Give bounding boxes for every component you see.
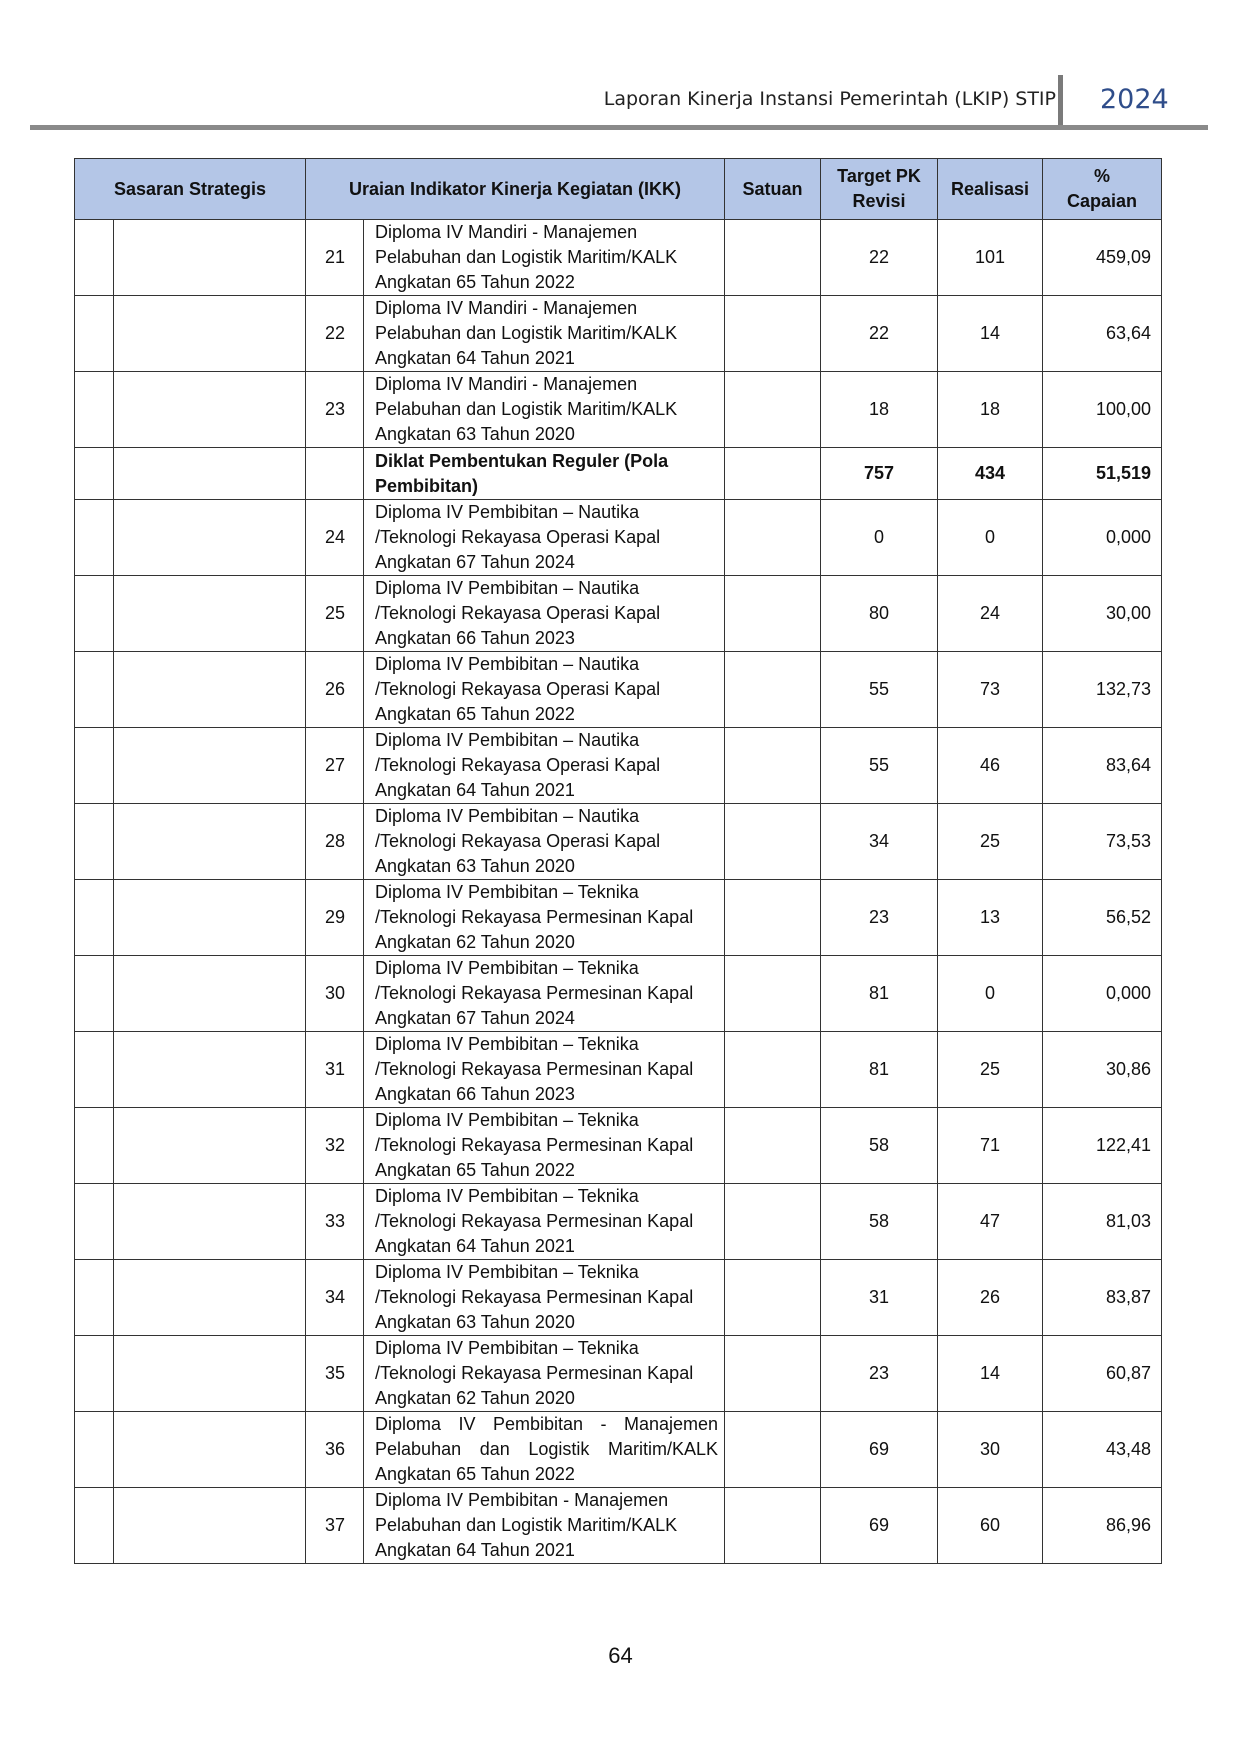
satuan-cell — [725, 220, 821, 296]
sasaran-cell — [114, 1336, 306, 1412]
capaian-value: 56,52 — [1043, 880, 1162, 956]
target-value: 69 — [821, 1412, 938, 1488]
table-row — [75, 1032, 1162, 1108]
target-value: 34 — [821, 804, 938, 880]
satuan-cell — [725, 500, 821, 576]
row-number: 24 — [306, 500, 364, 576]
target-value: 58 — [821, 1108, 938, 1184]
sasaran-indent-cell — [75, 652, 114, 728]
sasaran-indent-cell — [75, 1412, 114, 1488]
satuan-cell — [725, 576, 821, 652]
row-number — [306, 448, 364, 500]
target-value: 69 — [821, 1488, 938, 1564]
sasaran-indent-cell — [75, 576, 114, 652]
realisasi-value: 25 — [938, 1032, 1043, 1108]
table-row — [75, 576, 1162, 652]
target-value: 55 — [821, 652, 938, 728]
realisasi-value: 71 — [938, 1108, 1043, 1184]
report-title: Laporan Kinerja Instansi Pemerintah (LKIP) STIP — [603, 88, 1056, 110]
table-body — [75, 220, 1162, 1564]
indicator-description: Diploma IV Pembibitan - Manajemen Pelabuhan dan Logistik Maritim/KALK Angkatan 65 Tahun 2022 — [364, 1412, 725, 1488]
table-row — [75, 1488, 1162, 1564]
capaian-value: 100,00 — [1043, 372, 1162, 448]
satuan-cell — [725, 1184, 821, 1260]
realisasi-value: 18 — [938, 372, 1043, 448]
sasaran-cell — [114, 296, 306, 372]
realisasi-value: 30 — [938, 1412, 1043, 1488]
row-number: 34 — [306, 1260, 364, 1336]
sasaran-indent-cell — [75, 1108, 114, 1184]
col-header-target-line2: Revisi — [852, 191, 906, 211]
realisasi-value: 46 — [938, 728, 1043, 804]
target-value: 81 — [821, 956, 938, 1032]
indicator-description: Diploma IV Pembibitan – Teknika /Teknologi Rekayasa Permesinan Kapal Angkatan 67 Tahun 2024 — [364, 956, 725, 1032]
row-number: 29 — [306, 880, 364, 956]
row-number: 23 — [306, 372, 364, 448]
row-number: 36 — [306, 1412, 364, 1488]
row-number: 30 — [306, 956, 364, 1032]
table-row — [75, 1184, 1162, 1260]
target-value: 18 — [821, 372, 938, 448]
header-divider — [1058, 75, 1063, 127]
col-header-target-line1: Target PK — [837, 166, 921, 186]
target-value: 22 — [821, 296, 938, 372]
col-header-satuan: Satuan — [725, 159, 821, 220]
satuan-cell — [725, 1336, 821, 1412]
sasaran-indent-cell — [75, 1336, 114, 1412]
indicator-description: Diploma IV Pembibitan – Nautika /Teknologi Rekayasa Operasi Kapal Angkatan 64 Tahun 2021 — [364, 728, 725, 804]
capaian-value: 459,09 — [1043, 220, 1162, 296]
indicator-description: Diploma IV Pembibitan – Nautika /Teknologi Rekayasa Operasi Kapal Angkatan 67 Tahun 2024 — [364, 500, 725, 576]
satuan-cell — [725, 448, 821, 500]
indicator-description: Diploma IV Pembibitan – Nautika /Teknologi Rekayasa Operasi Kapal Angkatan 66 Tahun 2023 — [364, 576, 725, 652]
satuan-cell — [725, 728, 821, 804]
table-row — [75, 1260, 1162, 1336]
indicator-description: Diploma IV Mandiri - Manajemen Pelabuhan dan Logistik Maritim/KALK Angkatan 65 Tahun 2022 — [364, 220, 725, 296]
realisasi-value: 13 — [938, 880, 1043, 956]
indicator-description: Diploma IV Pembibitan – Teknika /Teknologi Rekayasa Permesinan Kapal Angkatan 64 Tahun 2021 — [364, 1184, 725, 1260]
realisasi-value: 73 — [938, 652, 1043, 728]
capaian-value: 43,48 — [1043, 1412, 1162, 1488]
capaian-value: 60,87 — [1043, 1336, 1162, 1412]
satuan-cell — [725, 296, 821, 372]
indicator-description: Diploma IV Mandiri - Manajemen Pelabuhan dan Logistik Maritim/KALK Angkatan 63 Tahun 2020 — [364, 372, 725, 448]
row-number: 22 — [306, 296, 364, 372]
target-value: 55 — [821, 728, 938, 804]
sasaran-cell — [114, 728, 306, 804]
indicator-description: Diklat Pembentukan Reguler (Pola Pembibitan) — [364, 448, 725, 500]
satuan-cell — [725, 1488, 821, 1564]
realisasi-value: 434 — [938, 448, 1043, 500]
row-number: 31 — [306, 1032, 364, 1108]
sasaran-indent-cell — [75, 728, 114, 804]
target-value: 58 — [821, 1184, 938, 1260]
sasaran-cell — [114, 1032, 306, 1108]
indicator-description: Diploma IV Pembibitan – Nautika /Teknologi Rekayasa Operasi Kapal Angkatan 63 Tahun 2020 — [364, 804, 725, 880]
satuan-cell — [725, 372, 821, 448]
header-rule — [30, 125, 1208, 130]
indicator-description: Diploma IV Mandiri - Manajemen Pelabuhan dan Logistik Maritim/KALK Angkatan 64 Tahun 2021 — [364, 296, 725, 372]
sasaran-cell — [114, 1488, 306, 1564]
row-number: 32 — [306, 1108, 364, 1184]
table-header-row — [75, 159, 1162, 220]
satuan-cell — [725, 880, 821, 956]
row-number: 25 — [306, 576, 364, 652]
table-row — [75, 880, 1162, 956]
col-header-capaian — [1043, 159, 1162, 220]
target-value: 80 — [821, 576, 938, 652]
table-row — [75, 372, 1162, 448]
col-header-target — [821, 159, 938, 220]
sasaran-cell — [114, 652, 306, 728]
sasaran-cell — [114, 500, 306, 576]
realisasi-value: 26 — [938, 1260, 1043, 1336]
sasaran-cell — [114, 956, 306, 1032]
capaian-value: 132,73 — [1043, 652, 1162, 728]
row-number: 21 — [306, 220, 364, 296]
realisasi-value: 60 — [938, 1488, 1043, 1564]
sasaran-indent-cell — [75, 880, 114, 956]
target-value: 81 — [821, 1032, 938, 1108]
target-value: 23 — [821, 1336, 938, 1412]
table-row — [75, 500, 1162, 576]
table-group-row — [75, 448, 1162, 500]
report-year: 2024 — [1100, 84, 1169, 115]
row-number: 26 — [306, 652, 364, 728]
col-header-capaian-line2: Capaian — [1067, 191, 1138, 211]
capaian-value: 0,000 — [1043, 956, 1162, 1032]
sasaran-cell — [114, 1184, 306, 1260]
indicator-description: Diploma IV Pembibitan – Teknika /Teknologi Rekayasa Permesinan Kapal Angkatan 65 Tahun 2022 — [364, 1108, 725, 1184]
table-row — [75, 804, 1162, 880]
table-row — [75, 220, 1162, 296]
realisasi-value: 14 — [938, 1336, 1043, 1412]
sasaran-cell — [114, 1108, 306, 1184]
indicator-description: Diploma IV Pembibitan – Teknika /Teknologi Rekayasa Permesinan Kapal Angkatan 66 Tahun 2023 — [364, 1032, 725, 1108]
table-row — [75, 1412, 1162, 1488]
indicator-description: Diploma IV Pembibitan – Teknika /Teknologi Rekayasa Permesinan Kapal Angkatan 62 Tahun 2020 — [364, 880, 725, 956]
capaian-value: 73,53 — [1043, 804, 1162, 880]
sasaran-indent-cell — [75, 500, 114, 576]
realisasi-value: 0 — [938, 956, 1043, 1032]
row-number: 35 — [306, 1336, 364, 1412]
row-number: 28 — [306, 804, 364, 880]
indicator-description: Diploma IV Pembibitan – Nautika /Teknologi Rekayasa Operasi Kapal Angkatan 65 Tahun 2022 — [364, 652, 725, 728]
table-row — [75, 956, 1162, 1032]
capaian-value: 81,03 — [1043, 1184, 1162, 1260]
satuan-cell — [725, 1032, 821, 1108]
capaian-value: 63,64 — [1043, 296, 1162, 372]
row-number: 33 — [306, 1184, 364, 1260]
capaian-value: 0,000 — [1043, 500, 1162, 576]
realisasi-value: 25 — [938, 804, 1043, 880]
capaian-value: 83,87 — [1043, 1260, 1162, 1336]
satuan-cell — [725, 1260, 821, 1336]
target-value: 0 — [821, 500, 938, 576]
col-header-capaian-line1: % — [1094, 166, 1111, 186]
capaian-value: 83,64 — [1043, 728, 1162, 804]
table-row — [75, 652, 1162, 728]
col-header-uraian: Uraian Indikator Kinerja Kegiatan (IKK) — [306, 159, 725, 220]
satuan-cell — [725, 804, 821, 880]
sasaran-indent-cell — [75, 804, 114, 880]
sasaran-indent-cell — [75, 220, 114, 296]
capaian-value: 86,96 — [1043, 1488, 1162, 1564]
satuan-cell — [725, 652, 821, 728]
sasaran-indent-cell — [75, 1260, 114, 1336]
sasaran-cell — [114, 1412, 306, 1488]
target-value: 22 — [821, 220, 938, 296]
target-value: 757 — [821, 448, 938, 500]
page-header — [0, 0, 1241, 140]
target-value: 31 — [821, 1260, 938, 1336]
sasaran-indent-cell — [75, 1032, 114, 1108]
realisasi-value: 0 — [938, 500, 1043, 576]
satuan-cell — [725, 1108, 821, 1184]
capaian-value: 51,519 — [1043, 448, 1162, 500]
row-number: 27 — [306, 728, 364, 804]
table-row — [75, 1108, 1162, 1184]
satuan-cell — [725, 1412, 821, 1488]
table-row — [75, 1336, 1162, 1412]
sasaran-cell — [114, 576, 306, 652]
sasaran-cell — [114, 220, 306, 296]
target-value: 23 — [821, 880, 938, 956]
sasaran-indent-cell — [75, 296, 114, 372]
sasaran-cell — [114, 1260, 306, 1336]
capaian-value: 30,86 — [1043, 1032, 1162, 1108]
col-header-sasaran: Sasaran Strategis — [75, 159, 306, 220]
sasaran-cell — [114, 448, 306, 500]
sasaran-cell — [114, 804, 306, 880]
ikk-table — [74, 158, 1162, 1564]
realisasi-value: 47 — [938, 1184, 1043, 1260]
table-row — [75, 728, 1162, 804]
sasaran-indent-cell — [75, 1488, 114, 1564]
capaian-value: 30,00 — [1043, 576, 1162, 652]
indicator-description: Diploma IV Pembibitan – Teknika /Teknologi Rekayasa Permesinan Kapal Angkatan 62 Tahun 2020 — [364, 1336, 725, 1412]
realisasi-value: 101 — [938, 220, 1043, 296]
realisasi-value: 14 — [938, 296, 1043, 372]
satuan-cell — [725, 956, 821, 1032]
capaian-value: 122,41 — [1043, 1108, 1162, 1184]
sasaran-cell — [114, 372, 306, 448]
indicator-description: Diploma IV Pembibitan – Teknika /Teknologi Rekayasa Permesinan Kapal Angkatan 63 Tahun 2020 — [364, 1260, 725, 1336]
sasaran-indent-cell — [75, 1184, 114, 1260]
page-number: 64 — [608, 1643, 633, 1668]
table-row — [75, 296, 1162, 372]
indicator-description: Diploma IV Pembibitan - Manajemen Pelabuhan dan Logistik Maritim/KALK Angkatan 64 Tahun 2021 — [364, 1488, 725, 1564]
sasaran-cell — [114, 880, 306, 956]
realisasi-value: 24 — [938, 576, 1043, 652]
sasaran-indent-cell — [75, 372, 114, 448]
sasaran-indent-cell — [75, 956, 114, 1032]
row-number: 37 — [306, 1488, 364, 1564]
sasaran-indent-cell — [75, 448, 114, 500]
col-header-realisasi: Realisasi — [938, 159, 1043, 220]
